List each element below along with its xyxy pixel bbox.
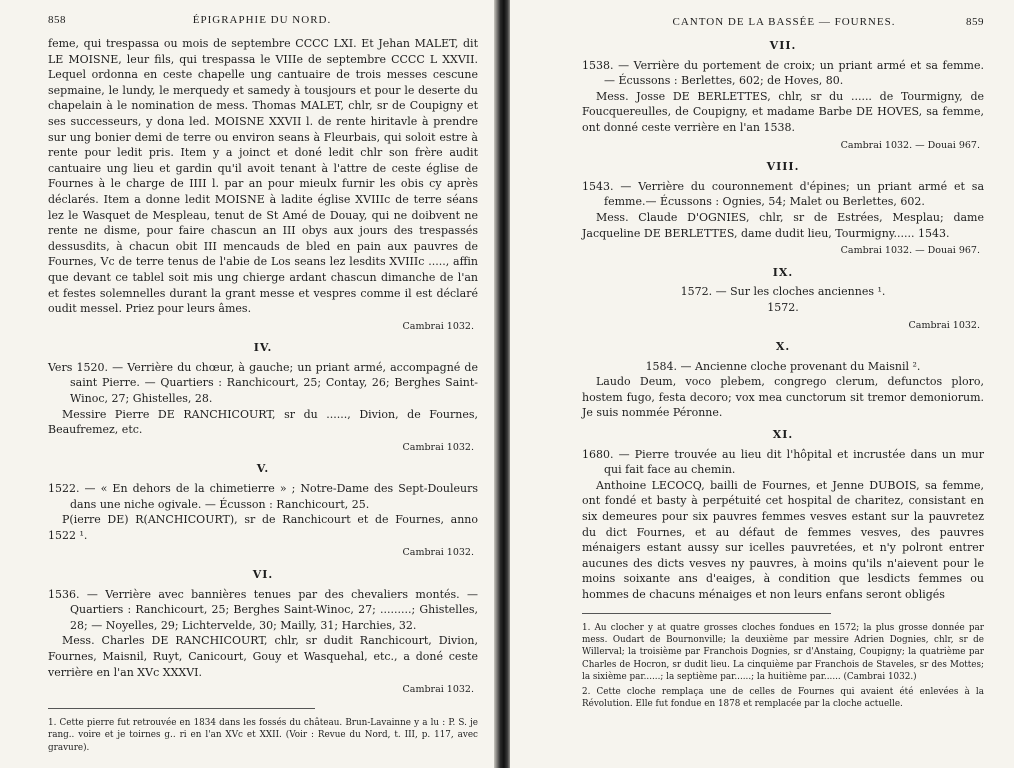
right-page-number: 859 xyxy=(966,16,984,28)
intro-paragraph: feme, qui trespassa ou mois de septembre CCCC LXI. Et Jehan MALET, dit LE MOISNE, leur fils, qui trespassa le VIIIe de septembre CCCC L XXVII. Lequel ordonna en ceste chapelle ung cantuaire de trois messes cescune sepmaine, le lundy, le merquedy et samedy à tousjours et pour le deserte du chapelain à le nomination de mess. Thomas MALET, chlr, sr de Coupigny et ses successeurs, y dona led. MOISNE XXVII l. de rente hiritavle à prendre sur ung bonier demi de terre ou environ seans à Fleurbais, qui soloit estre à rente pour ledit pris. Item y a joinct et doné ledit chlr son frère audit cantuaire ung lieu et gardin qu'il avoit tenant à l'attre de ceste église de Fournes à le charge de IIII l. par an pour mieulx furnir les obis cy après déclarés. Item a donne ledit MOISNE à ladite église XVIIIc de terre séans lez le Wasquet de Mespleau, tenut de St Amé de Douay, qui ne doibvent ne rente ne disme, pour faire chascun an III obys aux jours des trespassés dessusdits, à chacun obit III mencauds de bled en pain aux pauvres de Fournes, Vc de terre tenus de l'abie de Los seans lez lesdits XVIIIc ....., affin que devant ce tablel soit mis ung chierge ardant chascun dimanche de l'an et festes solemnelles durant la grant messe et vespres comme il est déclaré oudit messel. Priez pour leurs âmes. xyxy=(48,37,478,316)
footnote-2: 2. Cette cloche remplaça une de celles de Fournes qui avaient été enlevées à la Révolution. Elle fut fondue en 1878 et remplacée par la cloche actuelle. xyxy=(582,686,984,710)
right-running-title: CANTON DE LA BASSÉE — FOURNES. xyxy=(672,16,896,28)
section-11-title: XI. xyxy=(772,428,794,442)
section-7-description: Mess. Josse DE BERLETTES, chlr, sr du ...... de Tourmigny, de Foucquereulles, de Coupigny, et madame Barbe DE HOVES, sa femme, ont donné ceste verrière en l'an 1538. xyxy=(582,89,984,134)
section-5-entry: 1522. — « En dehors de la chimetierre » ; Notre-Dame des Sept-Douleurs dans une niche ogivale. — Écusson : Ranchicourt, 25. xyxy=(48,482,478,511)
section-8-entry: 1543. — Verrière du couronnement d'épines; un priant armé et sa femme.— Écussons : Ognies, 54; Malet ou Berlettes, 602. xyxy=(582,179,984,209)
footnote-separator xyxy=(582,613,831,614)
right-page xyxy=(510,0,1014,768)
section-11-description: Anthoine LECOCQ, bailli de Fournes, et Jenne DUBOIS, sa femme, ont fondé et basty à perpétuité cet hospital de charitez, consistant en six demeures pour six pauvres femmes vesves estant sur la pauvretez du dict Fournes, et au défaut de femmes vesves, des pauvres ménaigers estant aussy sur icelles pauvretées, et n'y polront entrer aucunes des dicts vesves ny pauvres, à moins qu'ils n'aievent pour le moins soixante ans d'eaiges, à condition que lesdicts femmes ou hommes de chacuns ménaiges et non leurs enfans seront obligés xyxy=(582,478,984,601)
section-6-title: VI. xyxy=(252,568,274,581)
left-page-number: 858 xyxy=(48,14,66,26)
footnote-1: 1. Cette pierre fut retrouvée en 1834 dans les fossés du château. Brun-Lavainne y a lu : P. S. je rang.. voire et je toirnes g.. ri en l'an XVc et XXII. (Voir : Revue du Nord, t. III, p. 117, avec gravure). xyxy=(48,717,478,753)
section-10-description: Laudo Deum, voco plebem, congrego clerum, defunctos ploro, hostem fugo, festa decoro; vox mea cunctorum sit tremor demoniorum. Je suis nommée Péronne. xyxy=(582,375,984,420)
section-9-title: IX. xyxy=(772,265,794,279)
footnote-separator xyxy=(48,708,315,709)
source-citation: Cambrai 1032. xyxy=(402,547,474,559)
source-citation: Cambrai 1032. xyxy=(402,441,474,453)
source-citation: Cambrai 1032. — Douai 967. xyxy=(840,139,980,151)
source-citation: Cambrai 1032. xyxy=(402,320,474,332)
section-8-description: Mess. Claude D'OGNIES, chlr, sr de Estrées, Mesplau; dame Jacqueline DE BERLETTES, dame dudit lieu, Tourmigny...... 1543. xyxy=(582,210,984,240)
section-9-entry: 1572. — Sur les cloches anciennes ¹. xyxy=(680,285,886,299)
source-citation: Cambrai 1032. — Douai 967. xyxy=(840,245,980,257)
left-page xyxy=(0,0,500,768)
section-5-title: V. xyxy=(256,462,270,476)
section-9-description: 1572. xyxy=(767,300,799,314)
section-6-description: Mess. Charles DE RANCHICOURT, chlr, sr dudit Ranchicourt, Divion, Fournes, Maisnil, Ruyt, Canicourt, Gouy et Wasquehal, etc., a doné ceste verrière en l'an XVc XXXVI. xyxy=(48,634,478,679)
section-10-entry: 1584. — Ancienne cloche provenant du Maisnil ². xyxy=(645,359,921,373)
section-10-title: X. xyxy=(775,340,791,354)
right-page-header xyxy=(582,16,984,28)
left-running-title: ÉPIGRAPHIE DU NORD. xyxy=(192,14,332,26)
section-4-entry: Vers 1520. — Verrière du chœur, à gauche; un priant armé, accompagné de saint Pierre. — Quartiers : Ranchicourt, 25; Contay, 26; Berghes Saint-Winoc, 27; Ghistelles, 28. xyxy=(48,360,478,406)
section-4-description: Messire Pierre DE RANCHICOURT, sr du ......, Divion, de Fournes, Beaufremez, etc. xyxy=(48,407,478,437)
section-8-title: VIII. xyxy=(766,160,800,174)
section-5-description: P(ierre DE) R(ANCHICOURT), sr de Ranchicourt et de Fournes, anno 1522 ¹. xyxy=(48,513,478,542)
section-4-title: IV. xyxy=(253,341,273,355)
section-6-entry: 1536. — Verrière avec bannières tenues par des chevaliers montés. — Quartiers : Ranchicourt, 25; Berghes Saint-Winoc, 27; .........; Ghistelles, 28; — Noyelles, 29; Lichtervelde, 30; Mailly, 31; Harchies, 32. xyxy=(48,587,478,632)
left-page-header xyxy=(48,14,478,26)
source-citation: Cambrai 1032. xyxy=(908,319,980,331)
footnote-1: 1. Au clocher y at quatre grosses cloches fondues en 1572; la plus grosse donnée par mess. Oudart de Bournonville; la deuxième par messire Adrien Dognies, chlr, sr de Willerval; la troisième par Franchois Dognies, sr d'Anstaing, Coupigny; la quatrième par Charles de Hocron, sr dudit lieu. La cinquième par Franchois de Staveles, sr des Mottes; la sixième par......; la septième par......; la huitième par...... (Cambrai 1032.) xyxy=(582,622,984,683)
section-7-entry: 1538. — Verrière du portement de croix; un priant armé et sa femme. — Écussons : Berlettes, 602; de Hoves, 80. xyxy=(582,58,984,88)
section-11-entry: 1680. — Pierre trouvée au lieu dit l'hôpital et incrustée dans un mur qui fait face au chemin. xyxy=(582,447,984,477)
section-7-title: VII. xyxy=(769,39,797,52)
source-citation: Cambrai 1032. xyxy=(402,684,474,696)
